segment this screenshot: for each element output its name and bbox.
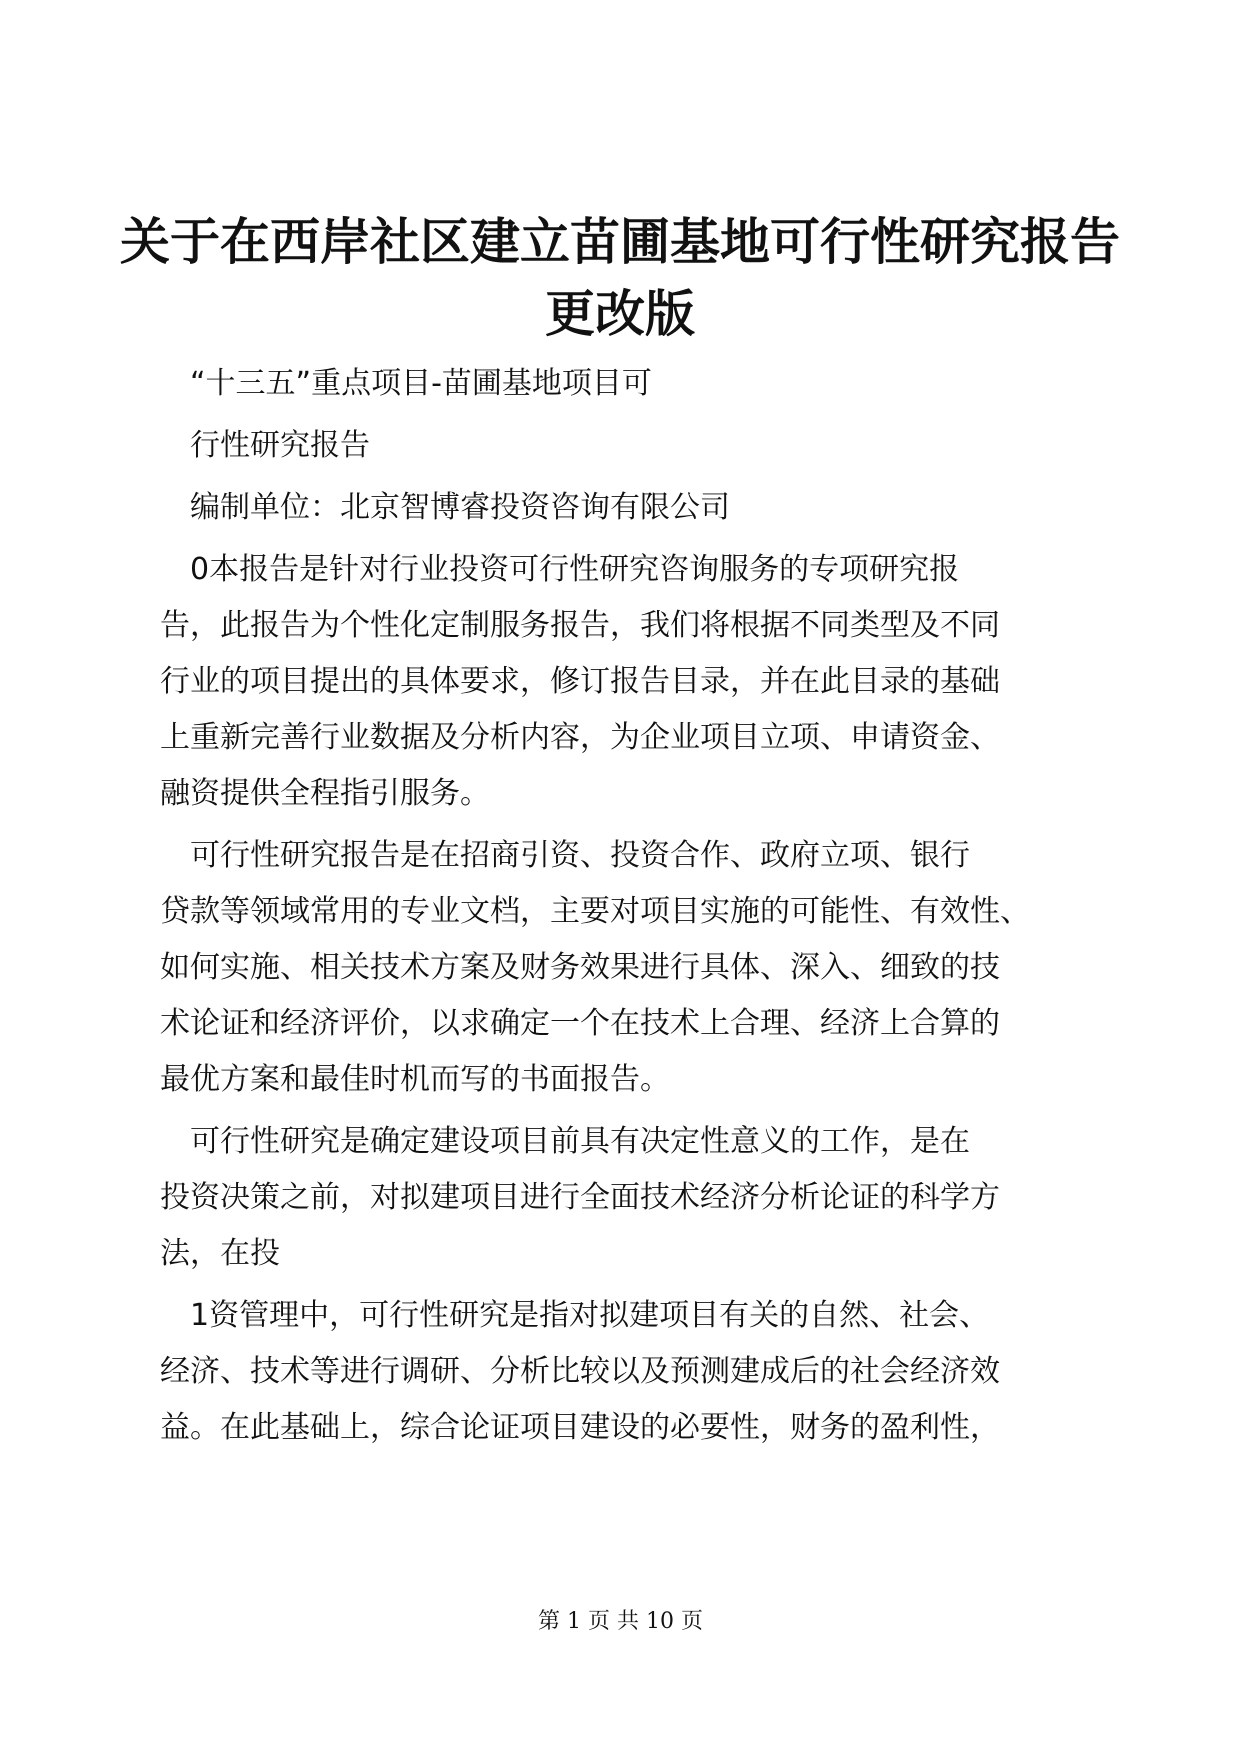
body-line: 告，此报告为个性化定制服务报告，我们将根据不同类型及不同 [160, 608, 1000, 643]
body-line: 融资提供全程指引服务。 [160, 776, 490, 811]
body-line: 益。在此基础上，综合论证项目建设的必要性，财务的盈利性， [160, 1410, 1000, 1445]
body-line: 经济、技术等进行调研、分析比较以及预测建成后的社会经济效 [160, 1354, 1000, 1389]
title-line-1: 关于在西岸社区建立苗圃基地可行性研究报告 [120, 212, 1120, 271]
body-line: 最优方案和最佳时机而写的书面报告。 [160, 1062, 670, 1097]
body-line: 术论证和经济评价，以求确定一个在技术上合理、经济上合算的 [160, 1006, 1000, 1041]
title-line-2: 更改版 [545, 284, 695, 343]
document-title [120, 206, 1120, 350]
body-line: 可行性研究是确定建设项目前具有决定性意义的工作，是在 [160, 1124, 970, 1159]
body-line: 贷款等领域常用的专业文档，主要对项目实施的可能性、有效性、 [160, 894, 1030, 929]
body-line: 可行性研究报告是在招商引资、投资合作、政府立项、银行 [160, 838, 970, 873]
body-line: 如何实施、相关技术方案及财务效果进行具体、深入、细致的技 [160, 950, 1000, 985]
page-number-footer: 第 1 页 共 10 页 [538, 1609, 703, 1634]
body-line: 投资决策之前，对拟建项目进行全面技术经济分析论证的科学方 [160, 1180, 1000, 1215]
body-line: 行性研究报告 [160, 428, 370, 463]
body-line: 0本报告是针对行业投资可行性研究咨询服务的专项研究报 [160, 552, 960, 587]
body-line: 上重新完善行业数据及分析内容，为企业项目立项、申请资金、 [160, 720, 1000, 755]
body-line: 法，在投 [160, 1236, 280, 1271]
document-body [160, 356, 1100, 1456]
body-line: “十三五”重点项目-苗圃基地项目可 [160, 366, 652, 401]
body-line: 1资管理中，可行性研究是指对拟建项目有关的自然、社会、 [160, 1298, 990, 1333]
body-line: 编制单位：北京智博睿投资咨询有限公司 [160, 490, 730, 525]
body-line: 行业的项目提出的具体要求，修订报告目录，并在此目录的基础 [160, 664, 1000, 699]
